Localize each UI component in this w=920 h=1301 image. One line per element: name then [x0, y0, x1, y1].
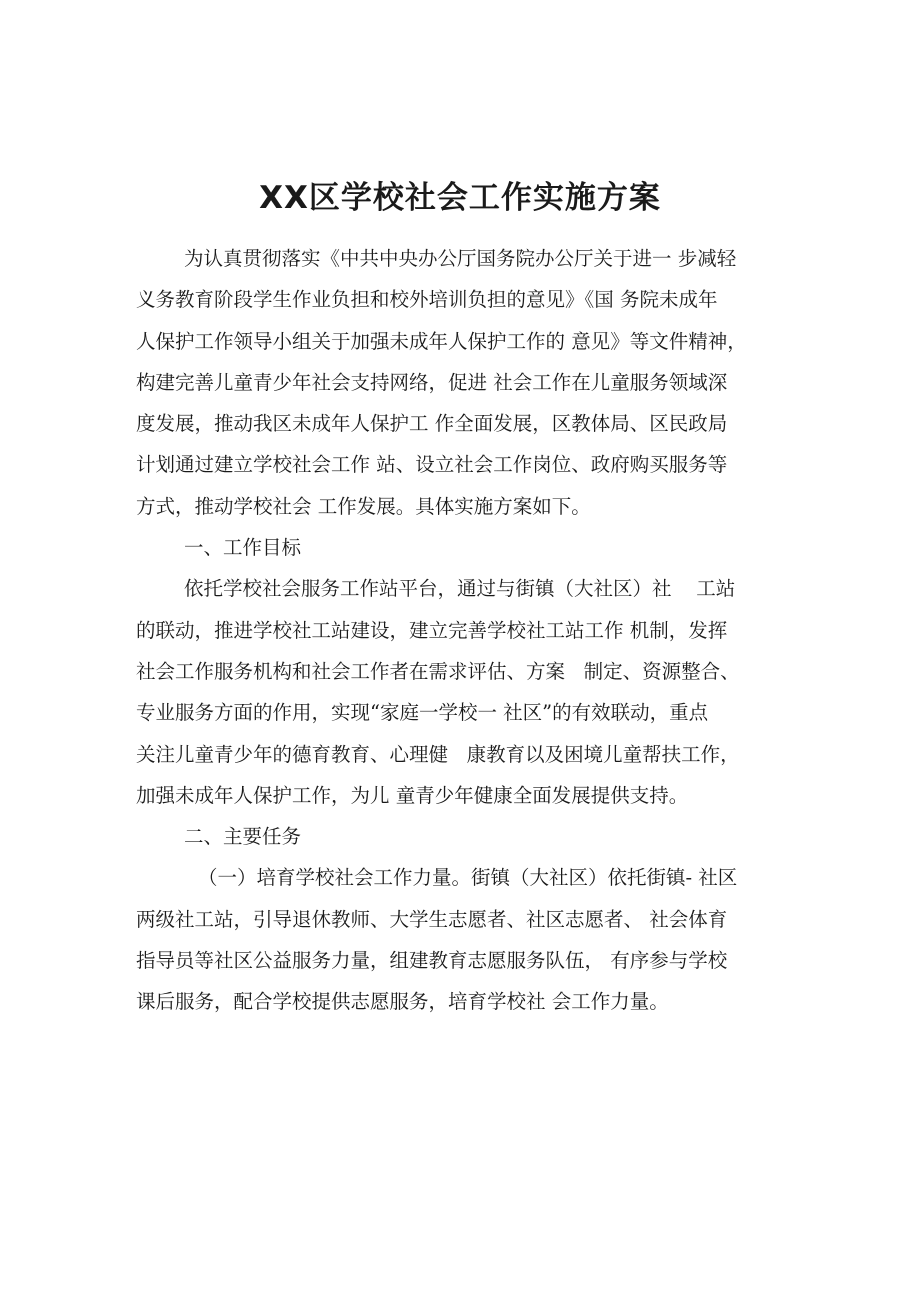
section-1-line-2: 的联动，推进学校社工站建设，建立完善学校社工站工作 机制，发挥 [136, 618, 728, 642]
intro-line-5: 度发展，推动我区未成年人保护工 作全面发展，区教体局、区民政局 [136, 412, 728, 436]
section-1-line-1: 依托学校社会服务工作站平台，通过与街镇（大社区）社 工站 [184, 577, 736, 601]
section-1-line-4: 专业服务方面的作用，实现“家庭一学校一 社区”的有效联动，重点 [136, 701, 709, 725]
intro-line-7: 方式，推动学校社会 工作发展。具体实施方案如下。 [136, 494, 591, 518]
section-1-line-6: 加强未成年人保护工作，为儿 童青少年健康全面发展提供支持。 [136, 783, 689, 807]
section-1-line-3: 社会工作服务机构和社会工作者在需求评估、方案 制定、资源整合、 [136, 659, 740, 683]
intro-line-1: 为认真贯彻落实《中共中央办公厅国务院办公厅关于进一 步减轻 [184, 247, 737, 270]
section-1-paragraph [136, 568, 796, 816]
document-title: XX区学校社会工作实施方案 [259, 180, 661, 216]
task-1-line-1: （一）培育学校社会工作力量。街镇（大社区）依托街镇- 社区 [198, 866, 738, 890]
intro-line-4: 构建完善儿童青少年社会支持网络，促进 社会工作在儿童服务领域深 [136, 370, 728, 394]
task-1-line-4: 课后服务，配合学校提供志愿服务，培育学校社 会工作力量。 [136, 990, 669, 1014]
intro-line-2: 义务教育阶段学生作业负担和校外培训负担的意见》《国 务院未成年 [136, 288, 718, 312]
section-2-heading-paragraph [136, 816, 796, 857]
intro-line-3: 人保护工作领导小组关于加强未成年人保护工作的 意见》等文件精神， [136, 329, 747, 353]
section-2-heading: 二、主要任务 [184, 825, 302, 849]
section-1-heading-paragraph [136, 527, 796, 568]
section-1-line-5: 关注儿童青少年的德育教育、心理健 康教育以及困境儿童帮扶工作， [136, 742, 740, 766]
intro-paragraph [136, 238, 796, 527]
task-1-line-3: 指导员等社区公益服务力量，组建教育志愿服务队伍， 有序参与学校 [136, 949, 728, 973]
intro-line-6: 计划通过建立学校社会工作 站、设立社会工作岗位、政府购买服务等 [136, 453, 728, 477]
task-1-paragraph [136, 857, 796, 1022]
document-body [136, 238, 796, 1023]
task-1-line-2: 两级社工站，引导退休教师、大学生志愿者、社区志愿者、 社会体育 [136, 907, 728, 931]
section-1-heading: 一、工作目标 [184, 536, 302, 560]
